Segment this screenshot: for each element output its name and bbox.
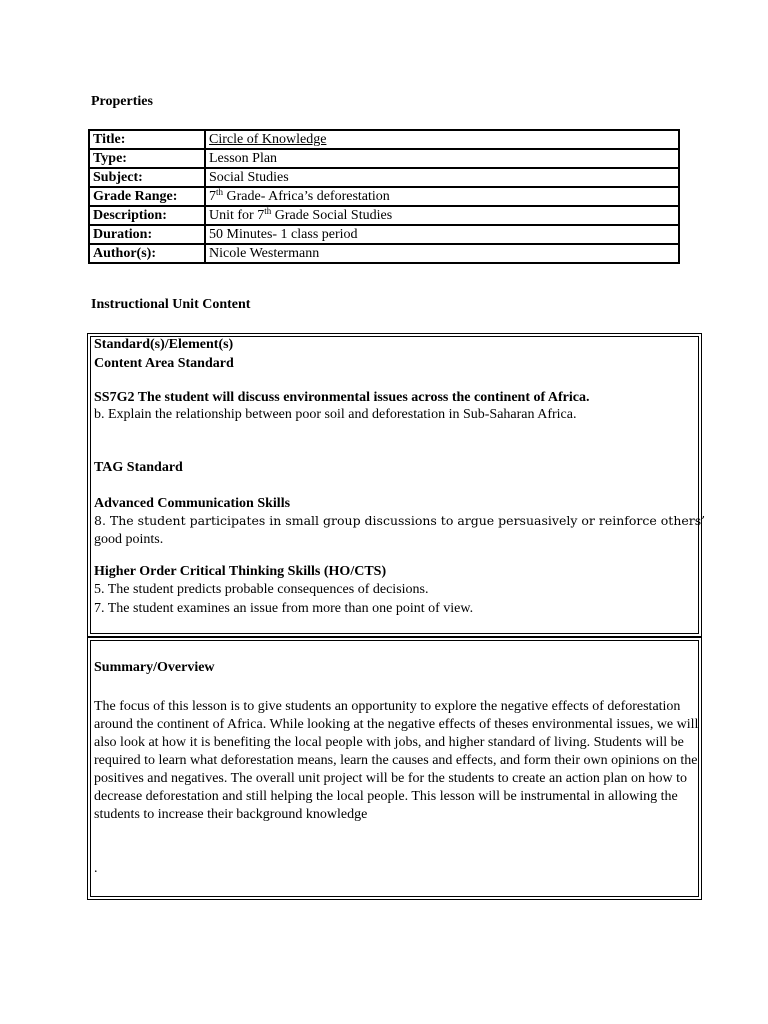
summary-trailing-period: . bbox=[94, 861, 98, 876]
title-link[interactable]: Circle of Knowledge bbox=[209, 132, 327, 147]
table-row bbox=[89, 244, 679, 263]
description-text: Grade Social Studies bbox=[271, 208, 393, 223]
type-label: Type: bbox=[89, 149, 205, 168]
hocts-item-7: 7. The student examines an issue from more than one point of view. bbox=[94, 601, 474, 616]
acs-heading: Advanced Communication Skills bbox=[94, 496, 291, 511]
summary-section bbox=[87, 637, 702, 900]
authors-value: Nicole Westermann bbox=[205, 244, 679, 263]
ss7g2-standard: SS7G2 The student will discuss environmental issues across the continent of Africa. bbox=[94, 390, 590, 405]
content-area-heading: Content Area Standard bbox=[94, 356, 234, 371]
grade-ordinal-suffix: th bbox=[216, 187, 224, 197]
grade-range-text: Grade- Africa’s deforestation bbox=[223, 189, 390, 204]
description-label: Description: bbox=[89, 206, 205, 225]
type-value: Lesson Plan bbox=[205, 149, 679, 168]
subject-value: Social Studies bbox=[205, 168, 679, 187]
duration-label: Duration: bbox=[89, 225, 205, 244]
duration-value: 50 Minutes- 1 class period bbox=[205, 225, 679, 244]
summary-title: Summary/Overview bbox=[94, 660, 215, 675]
tag-standard-heading: TAG Standard bbox=[94, 460, 183, 475]
standards-section bbox=[87, 333, 706, 637]
description-prefix: Unit for 7 bbox=[209, 208, 265, 223]
title-value[interactable] bbox=[205, 130, 679, 149]
summary-body: The focus of this lesson is to give students an opportunity to explore the negative effects of deforestation around the continent of Africa. While looking at the negative effects of theses environmental issues, we will also look at how it is benefiting the local people with jobs, and higher standard of living. Students will be required to learn what deforestation means, learn the causes and effects, and form their own opinions on the positives and negatives. The overall unit project will be for the students to create an action plan on how to decrease deforestation and still helping the local people. This lesson will be instrumental in allowing the students to increase their background knowledge bbox=[94, 699, 699, 822]
title-label: Title: bbox=[89, 130, 205, 149]
table-row bbox=[89, 206, 679, 225]
properties-heading: Properties bbox=[91, 94, 153, 109]
grade-range-label: Grade Range: bbox=[89, 187, 205, 206]
standards-title: Standard(s)/Element(s) bbox=[94, 337, 234, 352]
table-row bbox=[89, 130, 679, 149]
description-ordinal-suffix: th bbox=[264, 206, 272, 216]
subject-label: Subject: bbox=[89, 168, 205, 187]
acs-item-8-line2: good points. bbox=[94, 532, 164, 547]
grade-number: 7 bbox=[209, 189, 216, 204]
authors-label: Author(s): bbox=[89, 244, 205, 263]
grade-range-value bbox=[205, 187, 679, 206]
hocts-item-5: 5. The student predicts probable consequences of decisions. bbox=[94, 582, 429, 597]
instructional-unit-heading: Instructional Unit Content bbox=[91, 297, 251, 312]
table-row bbox=[89, 168, 679, 187]
table-row bbox=[89, 149, 679, 168]
properties-table bbox=[88, 129, 680, 264]
description-value bbox=[205, 206, 679, 225]
standards-inner-frame bbox=[90, 336, 706, 634]
summary-inner-frame bbox=[90, 640, 699, 897]
table-row bbox=[89, 225, 679, 244]
ss7g2-element-b: b. Explain the relationship between poor soil and deforestation in Sub-Saharan Africa. bbox=[94, 407, 577, 422]
acs-item-8-line1: 8. The student participates in small group discussions to argue persuasively or reinforce others’ bbox=[94, 513, 706, 528]
hocts-heading: Higher Order Critical Thinking Skills (HO/CTS) bbox=[94, 564, 387, 579]
table-row bbox=[89, 187, 679, 206]
